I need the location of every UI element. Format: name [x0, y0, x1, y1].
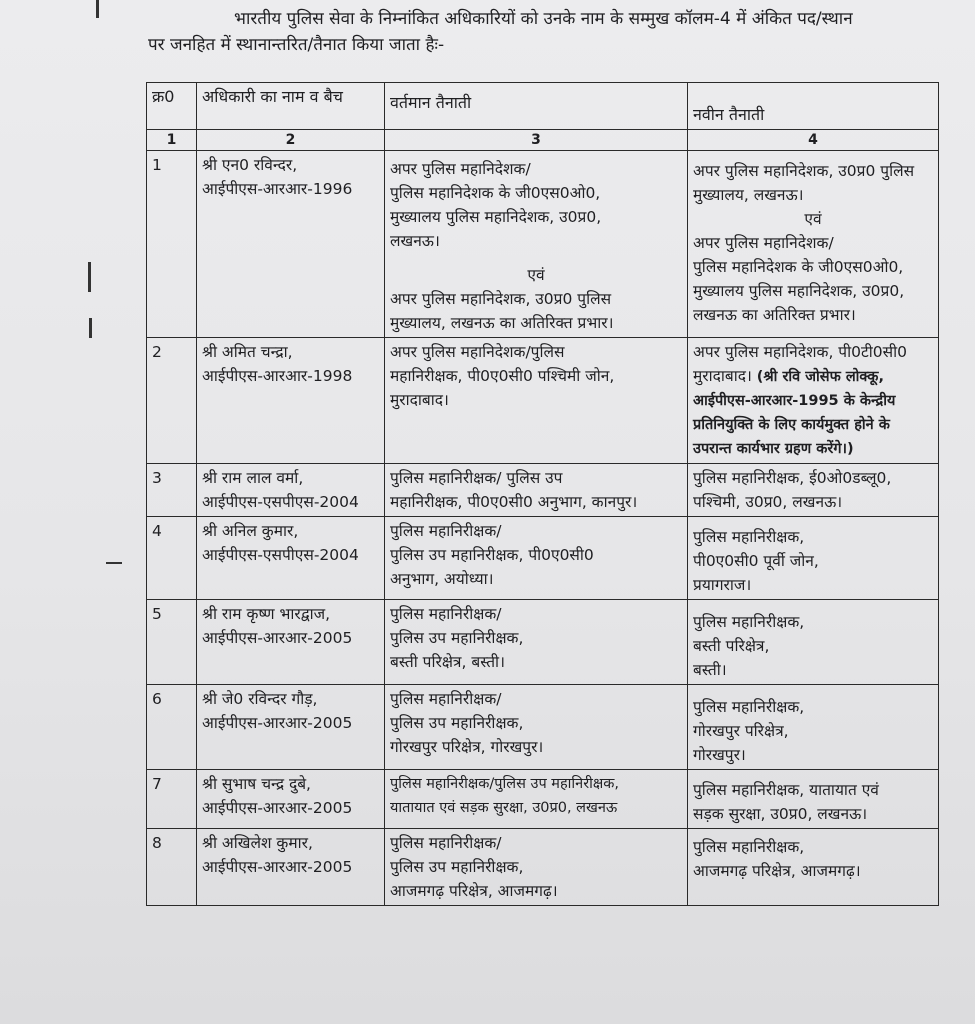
- margin-mark: [106, 562, 122, 564]
- new-line: मुरादाबाद।: [693, 367, 752, 385]
- current-line: आजमगढ़ परिक्षेत्र, आजमगढ़।: [390, 882, 558, 900]
- officer-cell: [197, 338, 385, 464]
- new-note-line: आईपीएस-आरआर-1995 के केन्द्रीय: [693, 393, 896, 409]
- officer-name: श्री सुभाष चन्द्र दुबे,: [202, 775, 311, 793]
- current-line: पुलिस महानिदेशक के जी0एस0ओ0,: [390, 184, 601, 202]
- current-line: अपर पुलिस महानिदेशक, उ0प्र0 पुलिस: [390, 290, 612, 308]
- current-line: पुलिस महानिरीक्षक/: [390, 690, 502, 708]
- current-line: मुख्यालय, लखनऊ का अतिरिक्त प्रभार।: [390, 314, 614, 332]
- new-line: पुलिस महानिदेशक के जी0एस0ओ0,: [693, 258, 904, 276]
- current-posting-cell: [385, 829, 688, 906]
- serial-cell: 6: [147, 685, 197, 770]
- current-line: पुलिस महानिरीक्षक/ पुलिस उप: [390, 469, 563, 487]
- new-line: प्रयागराज।: [693, 576, 752, 594]
- officer-batch: आईपीएस-आरआर-1996: [202, 180, 353, 198]
- new-line: मुख्यालय पुलिस महानिदेशक, उ0प्र0,: [693, 282, 905, 300]
- new-line: पुलिस महानिरीक्षक,: [693, 613, 805, 631]
- new-posting-cell: [688, 517, 939, 600]
- officer-batch: आईपीएस-आरआर-2005: [202, 858, 353, 876]
- current-line: महानिरीक्षक, पी0ए0सी0 अनुभाग, कानपुर।: [390, 493, 638, 511]
- officer-name: श्री अनिल कुमार,: [202, 522, 299, 540]
- current-line: पुलिस महानिरीक्षक/पुलिस उप महानिरीक्षक,: [390, 776, 620, 792]
- current-line: अपर पुलिस महानिदेशक/: [390, 160, 531, 178]
- intro-paragraph: [148, 6, 948, 58]
- column-number: 2: [197, 130, 385, 151]
- serial-cell: 2: [147, 338, 197, 464]
- table-row: [147, 829, 939, 906]
- new-line: पुलिस महानिरीक्षक,: [693, 698, 805, 716]
- new-line: गोरखपुर परिक्षेत्र,: [693, 722, 789, 740]
- header-current-posting: वर्तमान तैनाती: [385, 83, 688, 130]
- officer-name: श्री जे0 रविन्दर गौड़,: [202, 690, 318, 708]
- current-posting-cell: [385, 600, 688, 685]
- officer-batch: आईपीएस-आरआर-2005: [202, 629, 353, 647]
- new-line: अपर पुलिस महानिदेशक, उ0प्र0 पुलिस: [693, 162, 915, 180]
- new-note-line: प्रतिनियुक्ति के लिए कार्यमुक्त होने के: [693, 417, 890, 433]
- current-line: महानिरीक्षक, पी0ए0सी0 पश्चिमी जोन,: [390, 367, 615, 385]
- margin-mark: [89, 318, 92, 338]
- header-name: अधिकारी का नाम व बैच: [197, 83, 385, 130]
- serial-cell: 5: [147, 600, 197, 685]
- current-line: पुलिस महानिरीक्षक/: [390, 834, 502, 852]
- officer-cell: [197, 600, 385, 685]
- new-line: एवं: [804, 210, 822, 228]
- table-row: [147, 770, 939, 829]
- header-row: [147, 83, 939, 130]
- current-posting-cell: [385, 685, 688, 770]
- officer-cell: [197, 770, 385, 829]
- new-line: बस्ती परिक्षेत्र,: [693, 637, 770, 655]
- current-line: पुलिस उप महानिरीक्षक,: [390, 714, 524, 732]
- officer-batch: आईपीएस-आरआर-2005: [202, 714, 353, 732]
- margin-mark: [96, 0, 99, 18]
- new-line: अपर पुलिस महानिदेशक, पी0टी0सी0: [693, 343, 908, 361]
- current-line: पुलिस महानिरीक्षक/: [390, 605, 502, 623]
- new-line: बस्ती।: [693, 661, 727, 679]
- officer-cell: [197, 685, 385, 770]
- serial-cell: 1: [147, 151, 197, 338]
- table-row: [147, 600, 939, 685]
- officer-name: श्री अखिलेश कुमार,: [202, 834, 313, 852]
- new-posting-cell: [688, 685, 939, 770]
- new-line: आजमगढ़ परिक्षेत्र, आजमगढ़।: [693, 862, 861, 880]
- header-new-posting: नवीन तैनाती: [688, 83, 939, 130]
- new-line: गोरखपुर।: [693, 746, 746, 764]
- current-line: मुरादाबाद।: [390, 391, 449, 409]
- officer-name: श्री राम लाल वर्मा,: [202, 469, 304, 487]
- new-posting-cell: [688, 770, 939, 829]
- new-posting-cell: [688, 464, 939, 517]
- new-line: पश्चिमी, उ0प्र0, लखनऊ।: [693, 493, 843, 511]
- intro-line-2: पर जनहित में स्थानान्तरित/तैनात किया जाता हैः-: [148, 35, 445, 55]
- serial-cell: 7: [147, 770, 197, 829]
- new-line: मुख्यालय, लखनऊ।: [693, 186, 804, 204]
- current-posting-cell: [385, 151, 688, 338]
- officer-cell: [197, 517, 385, 600]
- officer-cell: [197, 829, 385, 906]
- new-posting-cell: [688, 338, 939, 464]
- new-line: पी0ए0सी0 पूर्वी जोन,: [693, 552, 819, 570]
- serial-cell: 8: [147, 829, 197, 906]
- current-posting-cell: [385, 464, 688, 517]
- table-row: [147, 685, 939, 770]
- new-line: पुलिस महानिरीक्षक,: [693, 528, 805, 546]
- column-number: 4: [688, 130, 939, 151]
- current-line: गोरखपुर परिक्षेत्र, गोरखपुर।: [390, 738, 544, 756]
- table-row: [147, 464, 939, 517]
- current-line: पुलिस उप महानिरीक्षक,: [390, 858, 524, 876]
- new-note-line: (श्री रवि जोसेफ लोक्कू,: [756, 369, 884, 385]
- column-number: 1: [147, 130, 197, 151]
- current-line: पुलिस उप महानिरीक्षक,: [390, 629, 524, 647]
- new-posting-cell: [688, 829, 939, 906]
- current-line: पुलिस महानिरीक्षक/: [390, 522, 502, 540]
- current-line: यातायात एवं सड़क सुरक्षा, उ0प्र0, लखनऊ: [390, 800, 618, 816]
- officer-name: श्री राम कृष्ण भारद्वाज,: [202, 605, 331, 623]
- margin-mark: [88, 262, 91, 292]
- officer-cell: [197, 151, 385, 338]
- current-line: एवं: [527, 266, 545, 284]
- current-line: बस्ती परिक्षेत्र, बस्ती।: [390, 653, 505, 671]
- column-number: 3: [385, 130, 688, 151]
- table-row: [147, 517, 939, 600]
- current-line: मुख्यालय पुलिस महानिदेशक, उ0प्र0,: [390, 208, 602, 226]
- officer-name: श्री एन0 रविन्दर,: [202, 156, 298, 174]
- current-line: पुलिस उप महानिरीक्षक, पी0ए0सी0: [390, 546, 594, 564]
- new-posting-cell: [688, 151, 939, 338]
- serial-cell: 4: [147, 517, 197, 600]
- current-line: अपर पुलिस महानिदेशक/पुलिस: [390, 343, 565, 361]
- current-posting-cell: [385, 338, 688, 464]
- current-posting-cell: [385, 770, 688, 829]
- current-line: लखनऊ।: [390, 232, 440, 250]
- new-line: पुलिस महानिरीक्षक, यातायात एवं: [693, 781, 879, 799]
- new-posting-cell: [688, 600, 939, 685]
- current-posting-cell: [385, 517, 688, 600]
- officer-batch: आईपीएस-एसपीएस-2004: [202, 493, 359, 511]
- new-line: पुलिस महानिरीक्षक,: [693, 838, 805, 856]
- officer-batch: आईपीएस-एसपीएस-2004: [202, 546, 359, 564]
- transfer-table: [146, 82, 939, 906]
- intro-line-1: भारतीय पुलिस सेवा के निम्नांकित अधिकारियों को उनके नाम के सम्मुख कॉलम-4 में अंकित पद/स्थान: [234, 9, 853, 29]
- column-number-row: [147, 130, 939, 151]
- serial-cell: 3: [147, 464, 197, 517]
- new-note-line: उपरान्त कार्यभार ग्रहण करेंगे।): [693, 441, 854, 457]
- table-row: [147, 151, 939, 338]
- new-line: लखनऊ का अतिरिक्त प्रभार।: [693, 306, 856, 324]
- header-serial: क्र0: [147, 83, 197, 130]
- new-line: अपर पुलिस महानिदेशक/: [693, 234, 834, 252]
- table-row: [147, 338, 939, 464]
- current-line: अनुभाग, अयोध्या।: [390, 570, 494, 588]
- new-line: पुलिस महानिरीक्षक, ई0ओ0डब्लू0,: [693, 469, 892, 487]
- officer-batch: आईपीएस-आरआर-2005: [202, 799, 353, 817]
- officer-cell: [197, 464, 385, 517]
- new-line: सड़क सुरक्षा, उ0प्र0, लखनऊ।: [693, 805, 868, 823]
- officer-name: श्री अमित चन्द्रा,: [202, 343, 293, 361]
- officer-batch: आईपीएस-आरआर-1998: [202, 367, 353, 385]
